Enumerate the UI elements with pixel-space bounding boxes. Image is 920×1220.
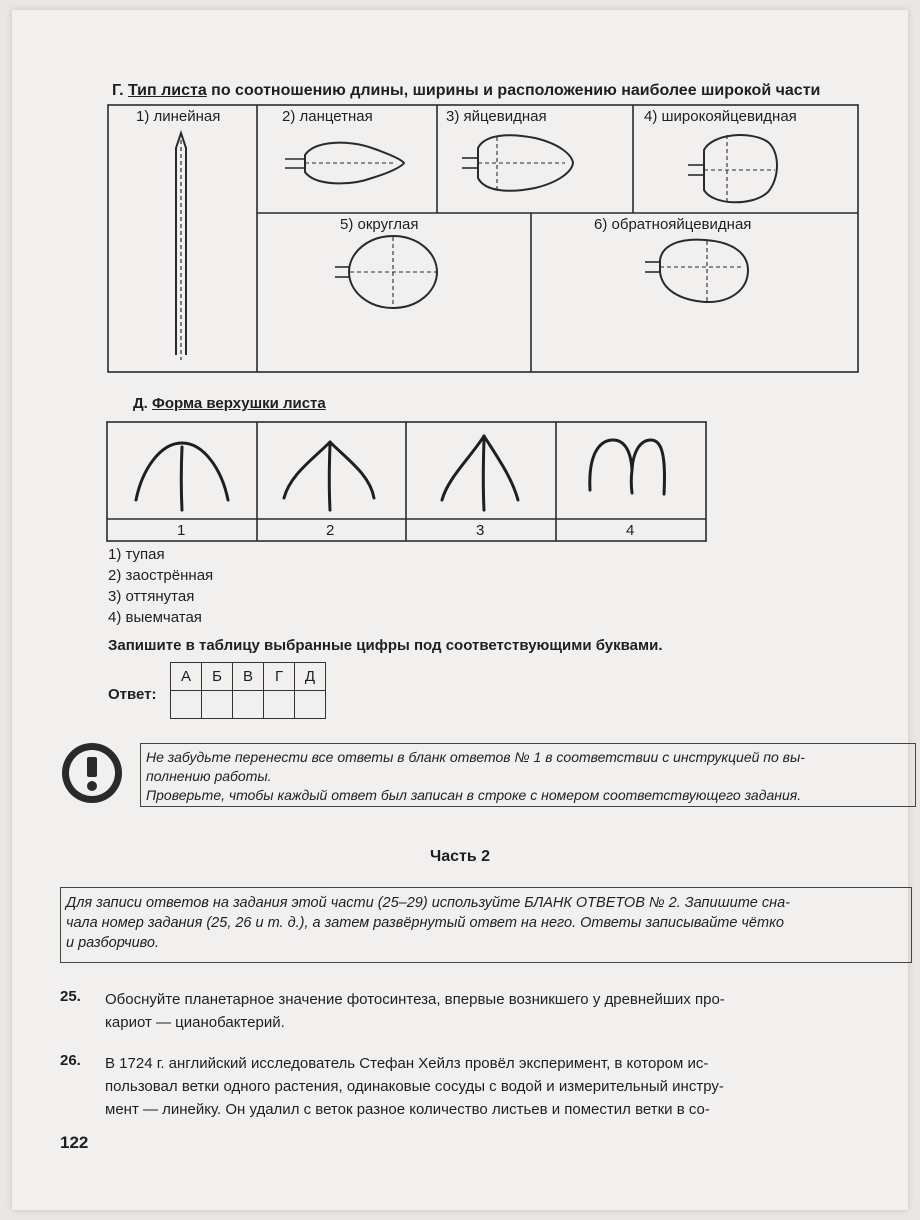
apex-option-1: 1) тупая [108, 546, 165, 563]
answer-cell-d[interactable] [295, 691, 326, 719]
section-d-letter: Д. [133, 395, 148, 412]
question-26-line-2: пользовал ветки одного растения, одинаковые сосуды с водой и измерительный инстру- [105, 1078, 724, 1095]
answer-table [170, 662, 326, 719]
instruction-text: Запишите в таблицу выбранные цифры под соответствующими буквами. [108, 637, 663, 654]
section-g-letter: Г. [112, 82, 124, 99]
obovate-leaf-drawing [645, 240, 748, 302]
apex-option-3: 3) оттянутая [108, 588, 195, 605]
answer-header-b: Б [202, 663, 233, 691]
part2-info-line-3: и разборчиво. [66, 935, 160, 951]
answer-cell-a[interactable] [171, 691, 202, 719]
apex-emarginate-drawing [590, 440, 665, 494]
leaf-type-ovate-label: 3) яйцевидная [446, 108, 547, 125]
question-26-line-1: В 1724 г. английский исследователь Стефан Хейлз провёл эксперимент, в котором ис- [105, 1055, 709, 1072]
answer-cell-b[interactable] [202, 691, 233, 719]
apex-acute-drawing [284, 442, 374, 510]
answer-cell-g[interactable] [264, 691, 295, 719]
notice-text [146, 748, 916, 805]
lanceolate-leaf-drawing [285, 143, 404, 184]
apex-number-2: 2 [326, 522, 335, 539]
apex-option-4: 4) выемчатая [108, 609, 202, 626]
question-26-text [105, 1052, 895, 1121]
apex-acuminate-drawing [442, 436, 518, 510]
section-g-title: Тип листа [127, 82, 207, 99]
answer-header-a: А [171, 663, 202, 691]
notice-line-2: полнению работы. [146, 768, 272, 784]
answer-label: Ответ: [108, 686, 157, 703]
question-25-number: 25. [60, 988, 81, 1005]
apex-number-3: 3 [476, 522, 485, 539]
leaf-type-grid-frame [108, 105, 858, 372]
answer-cell-v[interactable] [233, 691, 264, 719]
apex-number-4: 4 [626, 522, 635, 539]
question-25-text [105, 988, 895, 1034]
notice-line-1: Не забудьте перенести все ответы в бланк ответов № 1 в соответствии с инструкцией по вы- [146, 749, 805, 765]
leaf-type-lanceolate-label: 2) ланцетная [282, 108, 373, 125]
round-leaf-drawing [335, 236, 437, 308]
broad-ovate-leaf-drawing [688, 135, 777, 204]
part2-info-line-1: Для записи ответов на задания этой части (25–29) используйте БЛАНК ОТВЕТОВ № 2. Запишите сна- [66, 895, 790, 911]
section-d-title: Форма верхушки листа [152, 395, 326, 412]
page-number: 122 [60, 1133, 89, 1152]
apex-number-1: 1 [177, 522, 186, 539]
ovate-leaf-drawing [462, 135, 573, 190]
question-26-number: 26. [60, 1052, 81, 1069]
part2-title: Часть 2 [429, 848, 491, 865]
question-25-line-2: кариот — цианобактерий. [105, 1014, 285, 1031]
part2-info-text [66, 893, 916, 953]
leaf-type-round-label: 5) округлая [340, 216, 419, 233]
apex-option-2: 2) заострённая [108, 567, 214, 584]
question-26-line-3: мент — линейку. Он удалил с веток разное количество листьев и поместил ветки в со- [105, 1101, 710, 1118]
part2-info-line-2: чала номер задания (25, 26 и т. д.), а затем развёрнутый ответ на него. Ответы записывайте чётко [66, 915, 784, 931]
linear-leaf-drawing [176, 133, 186, 360]
leaf-type-broad-ovate-label: 4) широкояйцевидная [644, 108, 797, 125]
leaf-type-obovate-label: 6) обратнояйцевидная [594, 216, 752, 233]
question-25-line-1: Обоснуйте планетарное значение фотосинтеза, впервые возникшего у древнейших про- [105, 991, 725, 1008]
apex-obtuse-drawing [136, 443, 228, 510]
section-d-heading [133, 395, 326, 412]
exclamation-icon [62, 743, 122, 803]
leaf-type-linear-label: 1) линейная [136, 108, 221, 125]
answer-header-d: Д [295, 663, 326, 691]
answer-header-g: Г [264, 663, 295, 691]
answer-header-v: В [233, 663, 264, 691]
section-g-title-rest: по соотношению длины, ширины и расположению наиболее широкой части [206, 82, 821, 99]
notice-line-3: Проверьте, чтобы каждый ответ был записан в строке с номером соответствующего задания. [146, 787, 802, 803]
